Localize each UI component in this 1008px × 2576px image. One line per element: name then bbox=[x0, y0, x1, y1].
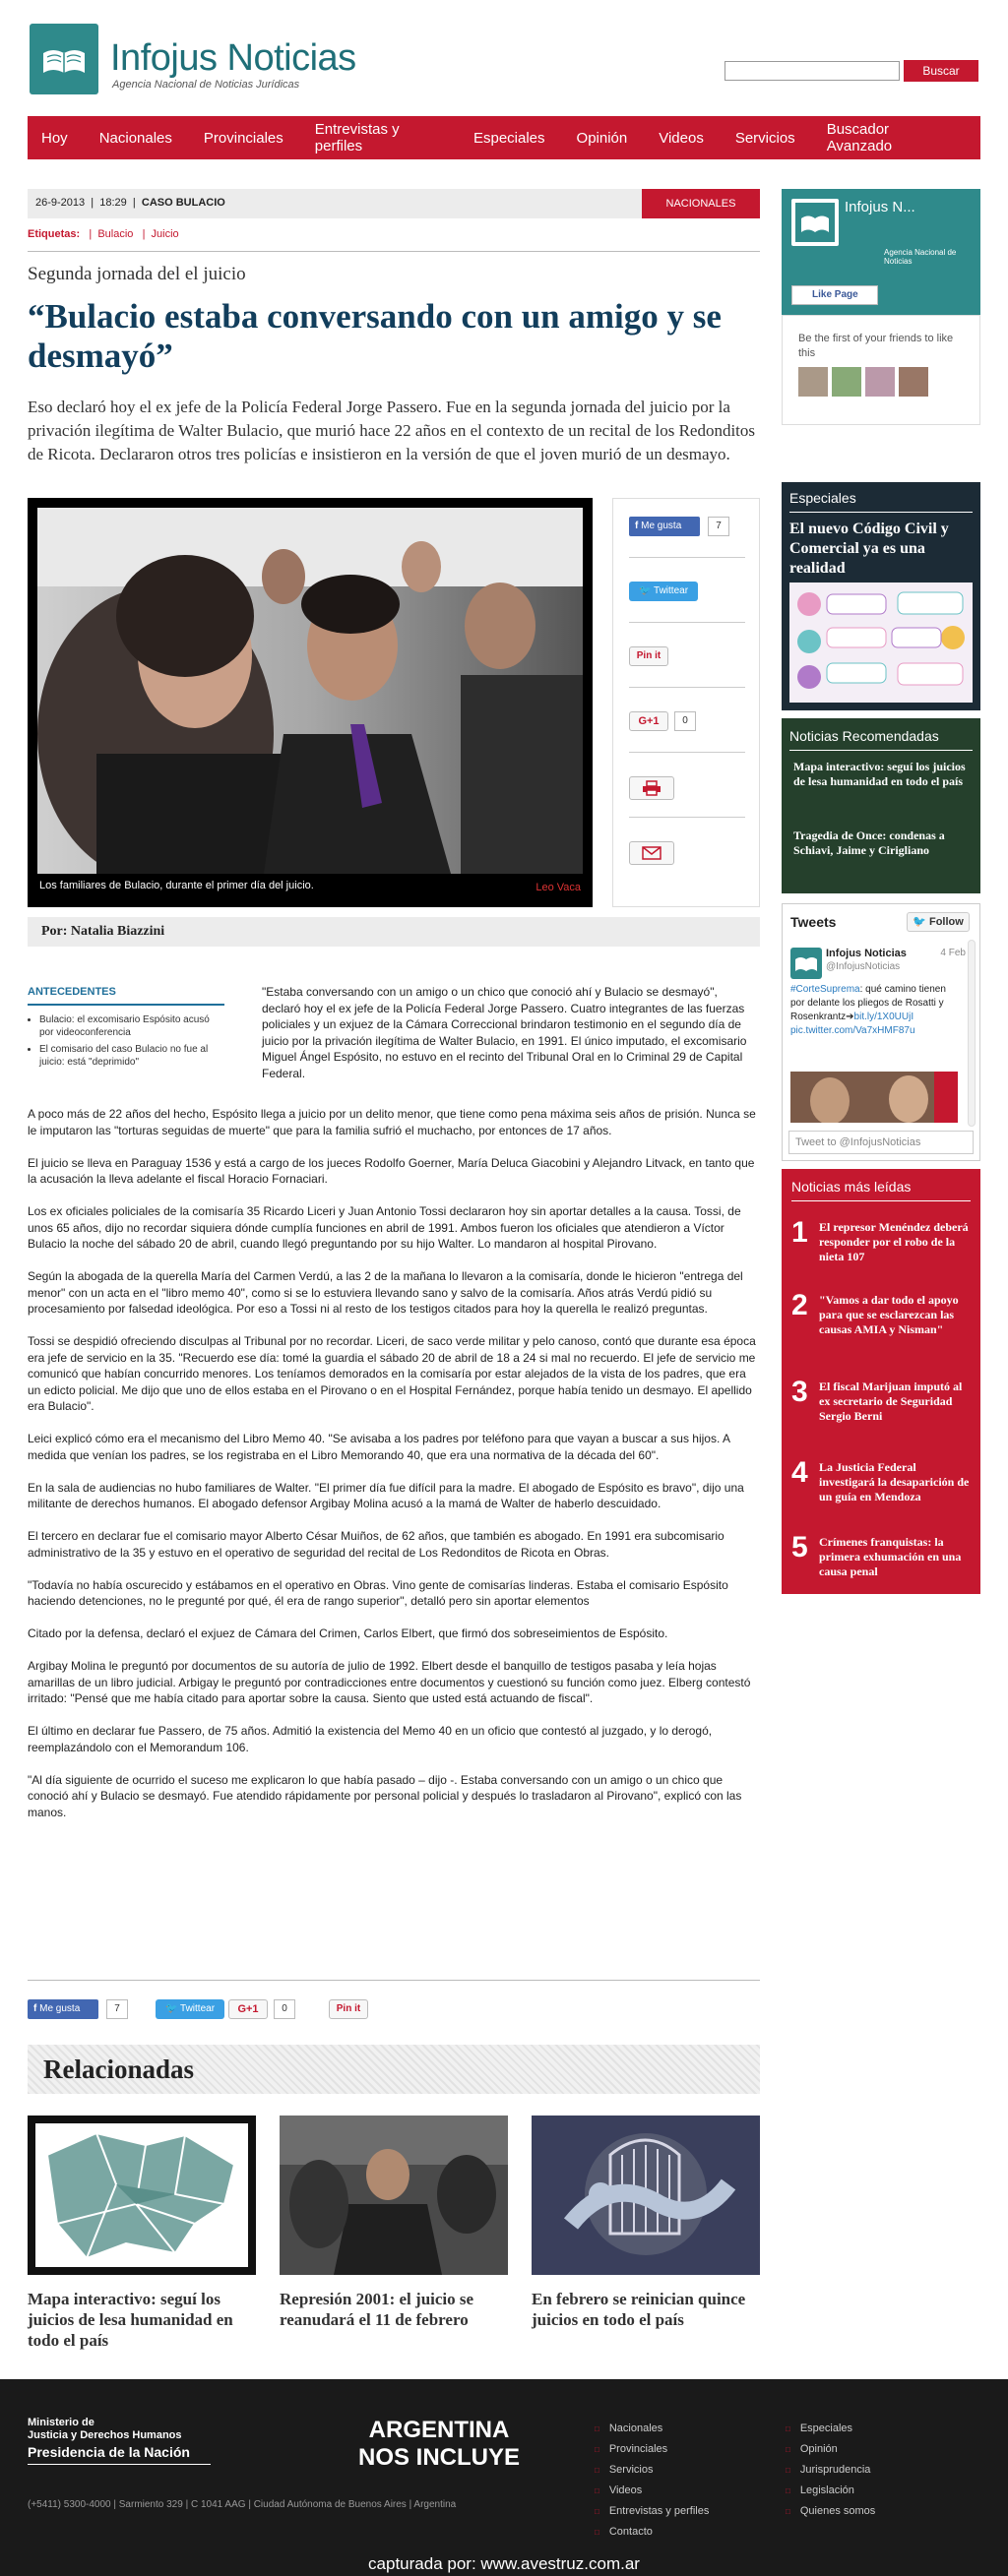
antecedentes-title: ANTECEDENTES bbox=[28, 986, 116, 998]
twitter-follow-button[interactable] bbox=[907, 912, 970, 932]
share-row-email bbox=[629, 824, 745, 883]
footer-link[interactable]: □ Videos bbox=[595, 2484, 643, 2496]
square-bullet-icon: □ bbox=[595, 2445, 599, 2454]
facebook-like-label: Me gusta bbox=[39, 2003, 81, 2014]
brand-primary: Infojus bbox=[110, 37, 218, 79]
facebook-page-subtitle: Agencia Nacional de Noticias bbox=[884, 248, 957, 266]
article-headline: “Bulacio estaba conversando con un amigo y se desmayó” bbox=[28, 297, 722, 375]
share-row-pinterest bbox=[629, 629, 745, 688]
facebook-like-label: Me gusta bbox=[641, 521, 682, 531]
nav-item-buscador[interactable]: Buscador Avanzado bbox=[826, 121, 893, 154]
avatar[interactable] bbox=[790, 948, 822, 979]
especiales-box[interactable] bbox=[782, 482, 980, 710]
illustration bbox=[789, 583, 973, 703]
footer-links-col bbox=[595, 2419, 709, 2543]
illustration bbox=[532, 2116, 760, 2275]
square-bullet-icon: □ bbox=[595, 2507, 599, 2516]
divider bbox=[28, 251, 760, 252]
article-paragraph: A poco más de 22 años del hecho, Espósito llega a juicio por un delito menor, que tiene como pena máxima seis años de prisión. Nunca se le imputaron las "torturas seguidas de muerte" que para la familia sufrió el muchacho, por entonces de 17 años. bbox=[28, 1107, 756, 1137]
page-avatar bbox=[791, 199, 839, 246]
footer-link[interactable]: □ Legislación bbox=[786, 2484, 854, 2496]
most-read-title[interactable]: "Vamos a dar todo el apoyo para que se esclarezcan las causas AMIA y Nisman" bbox=[819, 1293, 959, 1336]
site-logo[interactable] bbox=[30, 24, 98, 94]
related-headline[interactable]: En febrero se reinician quince juicios en todo el país bbox=[532, 2290, 746, 2329]
article-intro: "Estaba conversando con un amigo o un chico que conoció ahí y Bulacio se desmayó", declaró hoy el ex jefe de la Policía Federal Jorge Passero. Cuatro integrantes de las fuerzas policiales y un exjuez de la Cámara Correccional brindaron testimonio en el segundo día de juicio por la privación ilegítima de Walter Bulacio, en 1991. El único imputado, el excomisario Miguel Ángel Espósito, no estuvo en el recinto del Tribunal Oral en lo Criminal 29 de Capital Federal. bbox=[262, 985, 747, 1080]
photo-credit: Leo Vaca bbox=[536, 882, 581, 893]
tweet-handle[interactable]: @InfojusNoticias bbox=[826, 961, 901, 972]
nav-item-especiales[interactable]: Especiales bbox=[472, 129, 545, 147]
tweet-link[interactable]: bit.ly/1X0UUjI bbox=[853, 1012, 914, 1022]
article-photo-frame bbox=[28, 498, 593, 907]
divider bbox=[28, 1004, 224, 1006]
brand-subtitle: Agencia Nacional de Noticias Jurídicas bbox=[112, 79, 300, 91]
tweet-link[interactable]: pic.twitter.com/Va7xHMF87u bbox=[790, 1025, 915, 1036]
footer-link[interactable]: □ Nacionales bbox=[595, 2423, 663, 2434]
square-bullet-icon: □ bbox=[595, 2466, 599, 2475]
print-icon bbox=[642, 780, 662, 796]
twitter-share-label: Twittear bbox=[180, 2003, 216, 2014]
square-bullet-icon: □ bbox=[786, 2466, 790, 2475]
divider bbox=[28, 1980, 760, 1981]
related-card[interactable] bbox=[532, 2116, 760, 2330]
twitter-bird-icon: 🐦 bbox=[164, 2003, 178, 2014]
nav-item-servicios[interactable]: Servicios bbox=[734, 129, 795, 147]
nav-item-entrevistas[interactable]: Entrevistas y perfiles bbox=[314, 121, 400, 154]
facebook-icon: f bbox=[33, 2003, 37, 2014]
photo-illustration bbox=[790, 1072, 958, 1123]
footer-link[interactable]: □ Contacto bbox=[595, 2526, 653, 2538]
nav-item-provinciales[interactable]: Provinciales bbox=[203, 129, 284, 147]
article-time: 18:29 bbox=[99, 197, 127, 209]
square-bullet-icon: □ bbox=[786, 2445, 790, 2454]
square-bullet-icon: □ bbox=[786, 2424, 790, 2433]
share-row-gplus bbox=[629, 694, 745, 753]
article-kicker: Segunda jornada del el juicio bbox=[28, 264, 246, 284]
article-paragraph: Según la abogada de la querella María del Carmen Verdú, a las 2 de la mañana lo llevaron a la comisaría, donde le hicieron "entrega del menor" con un acta en el "libro memo 40", como si se lo estuviera llevando sano y salvo de la comisaría. Años atrás Verdú pidió su procesamiento por falsedad ideológica. Por eso a Tossi ni al resto de los testigos citados para hoy la querella le realizó preguntas. bbox=[28, 1269, 743, 1316]
facebook-like-count: 7 bbox=[106, 1999, 128, 2019]
twitter-bird-icon: 🐦 bbox=[913, 916, 926, 928]
twitter-share-button[interactable] bbox=[156, 1999, 224, 2019]
twitter-share-button[interactable] bbox=[629, 582, 698, 601]
article-paragraph: "Todavía no había oscurecido y estábamos en el operativo en Obras. Vino gente de comisarías linderas. Estaba el comisario Espósito haciendo detenciones, no le pregunté por qué, él era de rango superior", detalló pero sin aportar elementos bbox=[28, 1577, 728, 1608]
footer-link[interactable]: □ Opinión bbox=[786, 2443, 838, 2455]
especiales-title[interactable]: El nuevo Código Civil y Comercial ya es una realidad bbox=[789, 521, 949, 577]
article-paragraph: El tercero en declarar fue el comisario mayor Alberto César Muiños, de 62 años, que también es abogado. En 1991 era subcomisario administrativo de la 35 y estuvo en el operativo de seguridad del recital de Los Redonditos de Ricota en Obras. bbox=[28, 1529, 724, 1560]
share-column bbox=[612, 498, 760, 907]
google-plus-count: 0 bbox=[674, 711, 696, 731]
most-read-number: 4 bbox=[791, 1456, 808, 1489]
article-paragraph: En la sala de audiencias no hubo familiares de Walter. "El primer día fue difícil para la madre. El abogado de Espósito es bravo", dijo una militante de derechos humanos. El abogado defensor Argibay Molina acusó a la mamá de Walter de haberlo descuidado. bbox=[28, 1480, 744, 1510]
open-book-icon bbox=[790, 948, 822, 979]
facebook-like-page-button[interactable]: Like Page bbox=[791, 285, 878, 305]
recommended-item[interactable]: Tragedia de Once: condenas a Schiavi, Jaime y Cirigliano bbox=[793, 828, 945, 857]
divider bbox=[28, 2464, 211, 2465]
article-paragraph: Argibay Molina le preguntó por documentos de su autoría de julio de 1992. Elbert desde el banquillo de testigos pasaba y leía hojas amarillas de un libro judicial. Arbigay le preguntó por contradicciones entre documentos y cuestionó su función como juez. Elberg contestó irritado: "Pensé que me había citado para aportar sobre la causa. Siento que usted está actuando de fiscal". bbox=[28, 1659, 751, 1705]
tweets-title: Tweets bbox=[790, 914, 837, 930]
article-body bbox=[28, 1106, 762, 1837]
open-book-icon bbox=[41, 45, 87, 75]
follow-label: Follow bbox=[928, 916, 964, 928]
footer-address: (+5411) 5300-4000 | Sarmiento 329 | C 1041 AAG | Ciudad Autónoma de Buenos Aires | Argentina bbox=[28, 2499, 457, 2510]
square-bullet-icon: □ bbox=[595, 2528, 599, 2537]
argentina-logo[interactable] bbox=[358, 2417, 520, 2472]
facebook-page-widget[interactable] bbox=[782, 189, 980, 315]
scrollbar[interactable] bbox=[968, 940, 976, 1127]
brand-secondary: Noticias bbox=[226, 37, 356, 79]
email-button[interactable] bbox=[629, 841, 674, 865]
tweet-hashtag[interactable]: #CorteSuprema bbox=[790, 984, 860, 995]
presidency-label: Presidencia de la Nación bbox=[28, 2444, 190, 2460]
footer-link[interactable]: □ Jurisprudencia bbox=[786, 2464, 871, 2476]
article-paragraph: "Al día siguiente de ocurrido el suceso me explicaron lo que había pasado – dijo -. Estaba conversando con un amigo o un chico que conoció ahí y Bulacio se desmayó. Fue atendido rápidamente por personal policial y después lo trasladaron al Pirovano", explicó con las manos. bbox=[28, 1772, 742, 1819]
square-bullet-icon: □ bbox=[595, 2424, 599, 2433]
print-button[interactable] bbox=[629, 776, 674, 800]
article-paragraph: Los ex oficiales policiales de la comisaría 35 Ricardo Liceri y Juan Antonio Tossi declararon hoy sin aportar detalles a la causa. Tossi, de unos 65 años, dijo no recordar siquiera dónde cumplía funciones en abril de 1991. Ambos fueron los oficiales que atendieron a Víctor Bulacio la noche del sábado 20 de abril, cuando llegó preguntando por su hijo Walter. Lo mandaron al hospital Pirovano. bbox=[28, 1204, 741, 1251]
most-read-number: 5 bbox=[791, 1531, 808, 1564]
pinterest-button[interactable]: Pin it bbox=[629, 646, 668, 666]
most-read-title[interactable]: La Justicia Federal investigará la desaparición de un guía en Mendoza bbox=[819, 1460, 970, 1503]
recommended-label: Noticias Recomendadas bbox=[789, 728, 939, 744]
footer-link[interactable]: □ Provinciales bbox=[595, 2443, 668, 2455]
most-read-number: 1 bbox=[791, 1216, 808, 1249]
tags: Etiquetas: | Bulacio | Juicio bbox=[28, 228, 179, 240]
brand-name[interactable] bbox=[110, 37, 356, 80]
share-row-print bbox=[629, 759, 745, 818]
google-plus-count: 0 bbox=[274, 1999, 295, 2019]
tags-label: Etiquetas: bbox=[28, 228, 81, 240]
photo-caption: Los familiares de Bulacio, durante el primer día del juicio. bbox=[39, 880, 314, 891]
footer-link[interactable]: □ Especiales bbox=[786, 2423, 853, 2434]
tweet-to-input[interactable]: Tweet to @InfojusNoticias bbox=[788, 1131, 974, 1154]
twitter-bird-icon: 🐦 bbox=[638, 585, 652, 596]
square-bullet-icon: □ bbox=[786, 2507, 790, 2516]
article-paragraph: El último en declarar fue Passero, de 75 años. Admitió la existencia del Memo 40 en un oficio que contestó al juzgado, y lo derogó, reemplazándolo con el Memorandum 106. bbox=[28, 1724, 713, 1754]
facebook-like-button[interactable] bbox=[629, 517, 700, 536]
antecedentes-list bbox=[39, 1013, 224, 1073]
recommended-box bbox=[782, 718, 980, 893]
most-read-number: 3 bbox=[791, 1376, 808, 1408]
nav-item-hoy[interactable]: Hoy bbox=[41, 129, 68, 147]
footer-link[interactable]: □ Servicios bbox=[595, 2464, 654, 2476]
square-bullet-icon: □ bbox=[595, 2486, 599, 2495]
article-byline: Por: Natalia Biazzini bbox=[28, 917, 760, 947]
related-title: Relacionadas bbox=[43, 2055, 195, 2084]
most-read-title[interactable]: El represor Menéndez deberá responder por el robo de la nieta 107 bbox=[819, 1220, 969, 1263]
most-read-title[interactable]: Crímenes franquistas: la primera exhumación en una causa penal bbox=[819, 1535, 962, 1578]
open-book-icon bbox=[791, 199, 839, 246]
email-icon bbox=[642, 846, 662, 860]
search-input[interactable] bbox=[724, 61, 900, 81]
tweet-body: : qué camino tienen por delante los pliegos de Rosatti y Rosenkrantz➔ bbox=[790, 984, 946, 1022]
article-date: 26-9-2013 bbox=[35, 197, 86, 209]
related-image[interactable] bbox=[280, 2116, 508, 2275]
google-plus-button[interactable]: G+1 bbox=[629, 711, 668, 731]
especiales-label: Especiales bbox=[789, 490, 856, 506]
facebook-friends-text: Be the first of your friends to like this bbox=[798, 333, 954, 359]
article-case[interactable]: CASO BULACIO bbox=[141, 197, 225, 209]
tweet-date[interactable]: 4 Feb bbox=[940, 948, 966, 958]
section-tag[interactable]: NACIONALES bbox=[642, 189, 760, 218]
search-button[interactable]: Buscar bbox=[904, 60, 978, 82]
ministry-line: Ministerio de bbox=[28, 2417, 94, 2428]
article-meta: 26-9-2013 | 18:29 | CASO BULACIO bbox=[35, 197, 225, 209]
main-nav bbox=[28, 116, 980, 159]
most-read-number: 2 bbox=[791, 1289, 808, 1321]
ministry-line: Justicia y Derechos Humanos bbox=[28, 2429, 182, 2441]
square-bullet-icon: □ bbox=[786, 2486, 790, 2495]
tag-link[interactable]: Bulacio bbox=[97, 228, 134, 240]
article-photo[interactable] bbox=[37, 508, 583, 874]
related-image[interactable] bbox=[28, 2116, 256, 2275]
facebook-friends-box bbox=[782, 315, 980, 425]
most-read-label: Noticias más leídas bbox=[791, 1179, 912, 1195]
site-footer bbox=[0, 2379, 1008, 2576]
share-row-twitter bbox=[629, 564, 745, 623]
bottom-share-bar bbox=[28, 1999, 421, 2021]
tweet-user[interactable]: Infojus Noticias bbox=[826, 948, 907, 959]
most-read-box bbox=[782, 1169, 980, 1594]
most-read-title[interactable]: El fiscal Marijuan imputó al ex secretario de Seguridad Sergio Berni bbox=[819, 1380, 963, 1423]
related-headline[interactable]: Represión 2001: el juicio se reanudará el 11 de febrero bbox=[280, 2290, 474, 2329]
nav-item-opinion[interactable]: Opinión bbox=[576, 129, 628, 147]
divider bbox=[789, 512, 973, 513]
facebook-like-count: 7 bbox=[708, 517, 729, 536]
tweet-text bbox=[790, 983, 960, 1038]
photo-illustration bbox=[280, 2116, 508, 2275]
ministry-logo[interactable] bbox=[28, 2417, 182, 2442]
article-paragraph: Citado por la defensa, declaró el exjuez de Cámara del Crimen, Carlos Elbert, que firmó dos sobreseimientos de Espósito. bbox=[28, 1626, 668, 1640]
capture-credit: capturada por: www.avestruz.com.ar bbox=[368, 2554, 640, 2573]
argentina-line: ARGENTINA bbox=[368, 2417, 510, 2443]
facebook-icon: f bbox=[635, 521, 639, 531]
related-headline[interactable]: Mapa interactivo: seguí los juicios de lesa humanidad en todo el país bbox=[28, 2290, 233, 2350]
twitter-widget bbox=[782, 903, 980, 1161]
site-header bbox=[0, 0, 1008, 116]
footer-link[interactable]: □ Entrevistas y perfiles bbox=[595, 2505, 710, 2517]
especiales-image[interactable] bbox=[789, 583, 973, 703]
article-meta-bar bbox=[28, 189, 760, 218]
article-lead: Eso declaró hoy el ex jefe de la Policía Federal Jorge Passero. Fue en la segunda jornada del juicio por la privación ilegítima de Walter Bulacio, que murió hace 22 años en el contexto de un recital de los Redonditos de Ricota. Declararon otros tres policías e insistieron en la versión de que el joven murió de un desmayo. bbox=[28, 398, 756, 463]
article-paragraph: Leici explicó cómo era el mecanismo del Libro Memo 40. "Se avisaba a los padres por teléfono para que vayan a buscar a sus hijos. A medida que venían los padres, se los registraba en el Libro Memorando 40, que era una normativa de la década del 60". bbox=[28, 1432, 730, 1462]
map-illustration bbox=[28, 2116, 256, 2275]
nav-item-nacionales[interactable]: Nacionales bbox=[98, 129, 172, 147]
recommended-item[interactable]: Mapa interactivo: seguí los juicios de lesa humanidad en todo el país bbox=[793, 760, 966, 788]
related-image[interactable] bbox=[532, 2116, 760, 2275]
article-paragraph: Tossi se despidió ofreciendo disculpas al Tribunal por no recordar. Liceri, de saco verde militar y pelo canoso, contó que durante esa época era jefe de servicio en la 35. "Recuerdo ese día: tomé la guardia el sábado 20 de abril de 18 a 24 si mal no recuerdo. El jefe de servicio me comunicó que habían concurrido menores. Los teníamos demorados en la comisaría por estar alejados de la vista de los padres, que era un edicto policial. Me dijo que uno de ellos estaba en el Pirovano o en el Hospital Fernández, porque había tenido un desmayo. El apellido era Bulacio". bbox=[28, 1334, 756, 1413]
antecedentes-item[interactable]: • El comisario del caso Bulacio no fue al juicio: está "deprimido" bbox=[39, 1043, 224, 1069]
related-header bbox=[28, 2045, 760, 2094]
google-plus-button[interactable]: G+1 bbox=[228, 1999, 268, 2019]
footer-links-col bbox=[786, 2419, 875, 2522]
tag-link[interactable]: Juicio bbox=[151, 228, 179, 240]
article-paragraph: El juicio se lleva en Paraguay 1536 y está a cargo de los jueces Rodolfo Goerner, María Deluca Giacobini y Alejandro Litvack, en tanto que la acusación la lleva adelante el fiscal Horacio Fornaciari. bbox=[28, 1155, 755, 1186]
facebook-like-button[interactable] bbox=[28, 1999, 98, 2019]
pinterest-button[interactable]: Pin it bbox=[329, 1999, 368, 2019]
footer-link[interactable]: □ Quienes somos bbox=[786, 2505, 876, 2517]
related-card[interactable] bbox=[280, 2116, 508, 2330]
photo-illustration bbox=[37, 508, 583, 874]
argentina-line: NOS INCLUYE bbox=[358, 2444, 521, 2471]
tweet-photo[interactable] bbox=[790, 1072, 958, 1123]
twitter-share-label: Twittear bbox=[654, 585, 689, 596]
divider bbox=[789, 750, 973, 751]
related-card[interactable] bbox=[28, 2116, 256, 2351]
nav-item-videos[interactable]: Videos bbox=[659, 129, 704, 147]
divider bbox=[791, 1200, 971, 1201]
share-row-facebook bbox=[629, 499, 745, 558]
facebook-page-name[interactable]: Infojus N... bbox=[845, 199, 915, 215]
antecedentes-item[interactable]: • Bulacio: el excomisario Espósito acusó por videoconferencia bbox=[39, 1013, 224, 1039]
